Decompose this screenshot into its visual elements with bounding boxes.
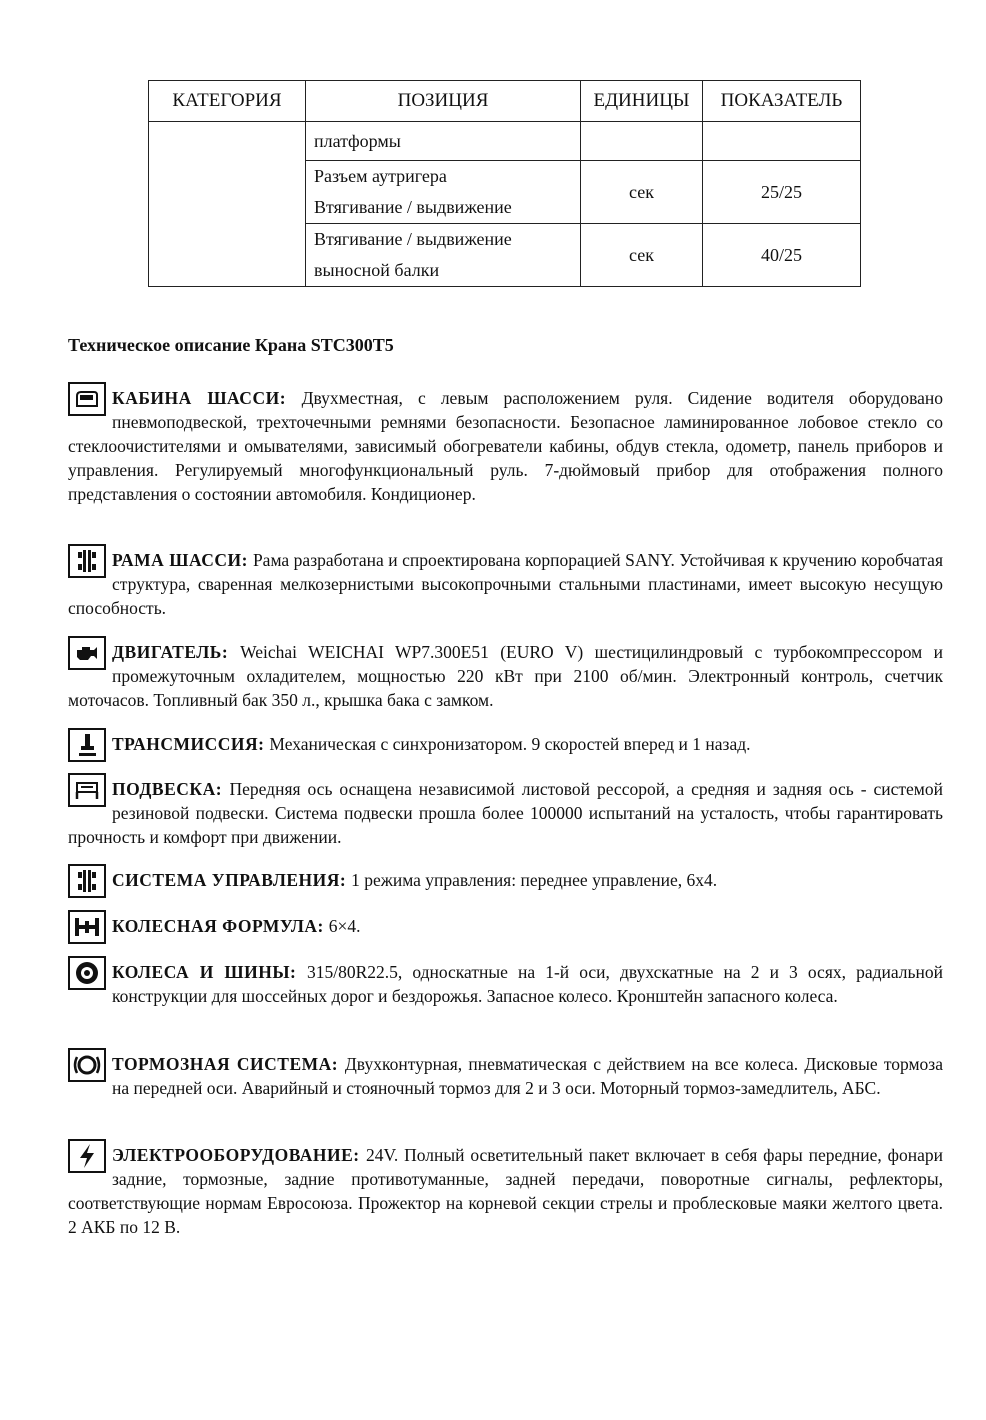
header-position: ПОЗИЦИЯ <box>306 81 581 122</box>
section-label: КАБИНА ШАССИ: <box>112 388 302 408</box>
position-cell: платформы <box>306 122 581 161</box>
header-units: ЕДИНИЦЫ <box>581 81 703 122</box>
steering-system-icon <box>68 864 106 898</box>
value-cell: 40/25 <box>703 224 861 287</box>
unit-cell: сек <box>581 224 703 287</box>
section-text: Weichai WEICHAI WP7.300E51 (EURO V) шестицилиндровый с турбокомпрессором и промежуточным охладителем, мощностью 220 кВт при 2100 об/мин. Электронный контроль, счетчик моточасов. Топливный бак 350 л., крышка бака с замком. <box>68 642 943 710</box>
section-electrical <box>68 1143 943 1239</box>
section-label: ТОРМОЗНАЯ СИСТЕМА: <box>112 1054 345 1074</box>
category-cell <box>149 122 306 287</box>
gear-shift-icon <box>68 728 106 762</box>
section-wheel-formula <box>68 914 943 944</box>
section-text: 6×4. <box>328 916 361 936</box>
section-cab <box>68 386 943 506</box>
section-steering <box>68 868 943 898</box>
section-label: ПОДВЕСКА: <box>112 779 230 799</box>
lightning-icon <box>68 1139 106 1173</box>
value-cell <box>703 122 861 161</box>
section-transmission <box>68 732 943 762</box>
spec-table <box>148 80 861 287</box>
section-text: Двухконтурная, пневматическая с действием на все колеса. Дисковые тормоза на передней оси. Аварийный и стояночный тормоз для 2 и 3 оси. Моторный тормоз-замедлитель, АБС. <box>112 1054 943 1098</box>
section-frame <box>68 548 943 620</box>
section-label: КОЛЕСА И ШИНЫ: <box>112 962 307 982</box>
wheel-icon <box>68 956 106 990</box>
header-value: ПОКАЗАТЕЛЬ <box>703 81 861 122</box>
section-engine <box>68 640 943 712</box>
chassis-frame-icon <box>68 544 106 578</box>
engine-icon <box>68 636 106 670</box>
table-header-row <box>149 81 861 122</box>
value-cell: 25/25 <box>703 161 861 224</box>
section-text: 24V. Полный осветительный пакет включает в себя фары передние, фонари задние, тормозные, задние противотуманные, задней передачи, поворотные сигналы, рефлекторы, соответствующие нормам Евросоюза. Прожектор на корневой секции стрелы и проблесковые маяки желтого цвета. 2 АКБ по 12 В. <box>68 1145 943 1237</box>
section-text: Механическая с синхронизатором. 9 скоростей вперед и 1 назад. <box>269 734 751 754</box>
section-label: СИСТЕМА УПРАВЛЕНИЯ: <box>112 870 352 890</box>
section-label: ТРАНСМИССИЯ: <box>112 734 270 754</box>
suspension-icon <box>68 773 106 807</box>
cab-icon <box>68 382 106 416</box>
section-wheels <box>68 960 943 1008</box>
position-cell: Разъем аутригера Втягивание / выдвижение <box>306 161 581 224</box>
section-text: Двухместная, с левым расположением руля. Сидение водителя оборудовано пневмоподвеской, трехточечными ремнями безопасности. Безопасное ламинированное лобовое стекло со стеклоочистителями и омывателями, зависимый обогреватели кабины, обдув стекла, одометр, панель приборов и управления. Регулируемый многофункциональный руль. 7-дюймовый прибор для отображения полного представления о состоянии автомобиля. Кондиционер. <box>68 388 943 504</box>
section-text: 1 режима управления: переднее управление, 6x4. <box>351 870 718 890</box>
unit-cell: сек <box>581 161 703 224</box>
section-text: 315/80R22.5, односкатные на 1-й оси, двухскатные на 2 и 3 осях, радиальной конструкции для шоссейных дорог и бездорожья. Запасное колесо. Кронштейн запасного колеса. <box>112 962 943 1006</box>
section-brakes <box>68 1052 943 1100</box>
brake-icon <box>68 1048 106 1082</box>
unit-cell <box>581 122 703 161</box>
section-label: РАМА ШАССИ: <box>112 550 253 570</box>
position-cell: Втягивание / выдвижение выносной балки <box>306 224 581 287</box>
section-text: Передняя ось оснащена независимой листовой рессорой, а средняя и задняя ось - системой резиновой подвески. Система подвески прошла более 100000 испытаний на усталость, чтобы гарантировать прочность и комфорт при движении. <box>68 779 943 847</box>
axle-icon <box>68 910 106 944</box>
table-row <box>149 122 861 161</box>
section-label: ЭЛЕКТРООБОРУДОВАНИЕ: <box>112 1145 366 1165</box>
section-suspension <box>68 777 943 849</box>
header-category: КАТЕГОРИЯ <box>149 81 306 122</box>
section-label: ДВИГАТЕЛЬ: <box>112 642 241 662</box>
section-text: Рама разработана и спроектирована корпорацией SANY. Устойчивая к кручению коробчатая структура, сваренная мелкозернистыми высокопрочными стальными пластинами, имеет высокую несущую способность. <box>68 550 943 618</box>
section-label: КОЛЕСНАЯ ФОРМУЛА: <box>112 916 329 936</box>
document-title: Техническое описание Крана STC300T5 <box>68 335 394 355</box>
